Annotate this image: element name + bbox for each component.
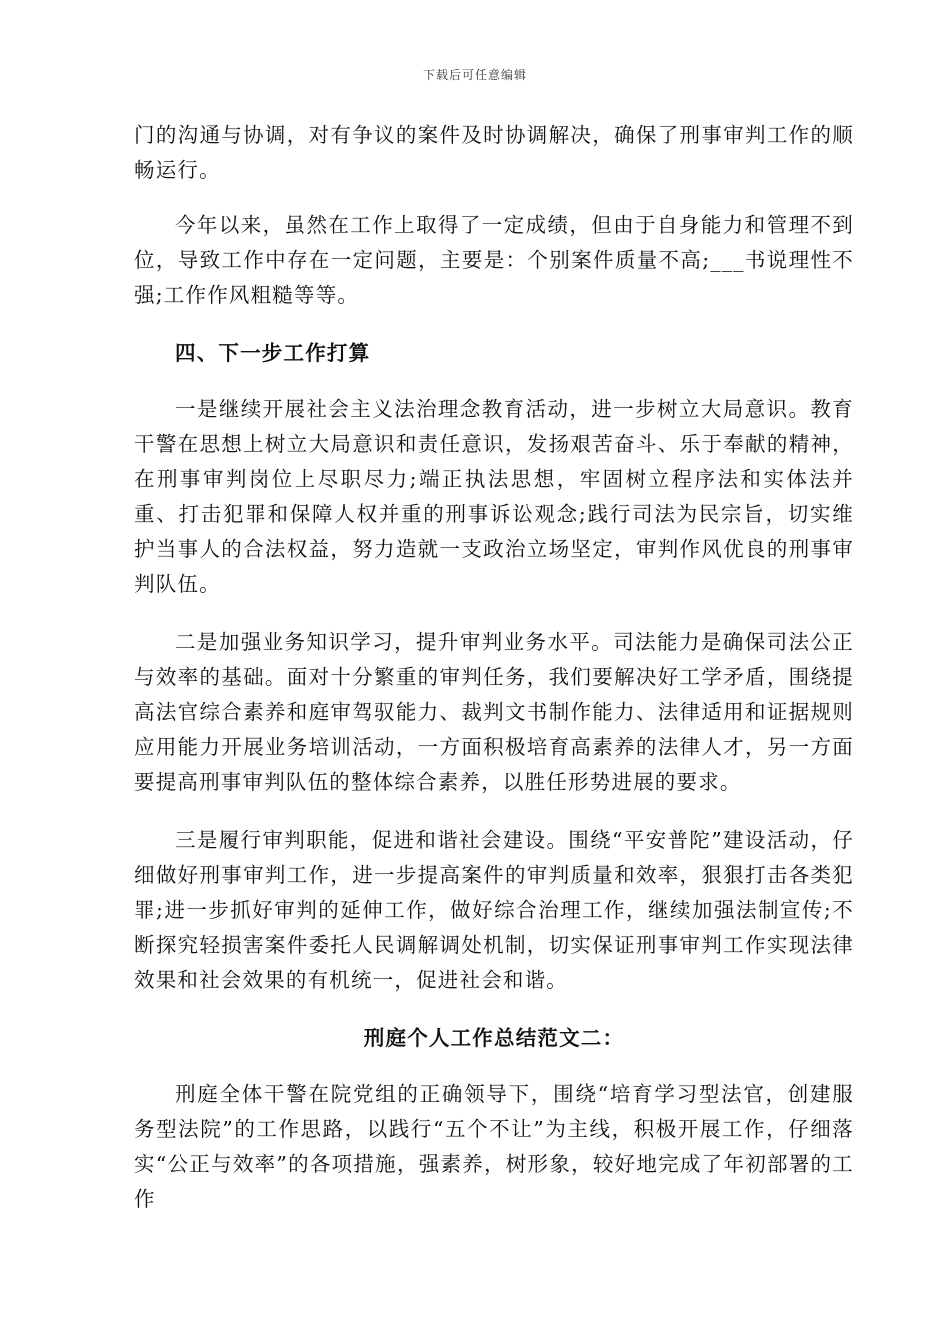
paragraph-plan-two: 二是加强业务知识学习，提升审判业务水平。司法能力是确保司法公正与效率的基础。面对十分繁重的审判任务，我们要解决好工学矛盾，围绕提高法官综合素养和庭审驾驭能力、裁判文书制作能力、法律适用和证据规则应用能力开展业务培训活动，一方面积极培育高素养的法律人才，另一方面要提高刑事审判队伍的整体综合素养，以胜任形势进展的要求。 (134, 630, 854, 794)
header-note: 下载后可任意编辑 (422, 68, 527, 82)
paragraph-problems: 今年以来，虽然在工作上取得了一定成绩，但由于自身能力和管理不到位，导致工作中存在一定问题，主要是：个别案件质量不高;___书说理性不强;工作作风粗糙等等。 (134, 213, 854, 307)
paragraph-sample-two-intro: 刑庭全体干警在院党组的正确领导下，围绕“培育学习型法官，创建服务型法院”的工作思路，以践行“五个不让”为主线，积极开展工作，仔细落实“公正与效率”的各项措施，强素养，树形象，较好地完成了年初部署的工作 (134, 1082, 854, 1211)
document-body (134, 118, 854, 1240)
paragraph-plan-three: 三是履行审判职能，促进和谐社会建设。围绕“平安普陀”建设活动，仔细做好刑事审判工作，进一步提高案件的审判质量和效率，狠狠打击各类犯罪;进一步抓好审判的延伸工作，做好综合治理工作，继续加强法制宣传;不断探究轻损害案件委托人民调解调处机制，切实保证刑事审判工作实现法律效果和社会效果的有机统一，促进社会和谐。 (134, 828, 854, 992)
paragraph-continuation: 门的沟通与协调，对有争议的案件及时协调解决，确保了刑事审判工作的顺畅运行。 (134, 123, 854, 182)
sample-two-heading: 刑庭个人工作总结范文二： (363, 1026, 625, 1050)
paragraph-plan-one: 一是继续开展社会主义法治理念教育活动，进一步树立大局意识。教育干警在思想上树立大局意识和责任意识，发扬艰苦奋斗、乐于奉献的精神，在刑事审判岗位上尽职尽力;端正执法思想，牢固树立程序法和实体法并重、打击犯罪和保障人权并重的刑事诉讼观念;践行司法为民宗旨，切实维护当事人的合法权益，努力造就一支政治立场坚定，审判作风优良的刑事审判队伍。 (134, 397, 854, 596)
section-heading-next-steps: 四、下一步工作打算 (175, 341, 371, 365)
